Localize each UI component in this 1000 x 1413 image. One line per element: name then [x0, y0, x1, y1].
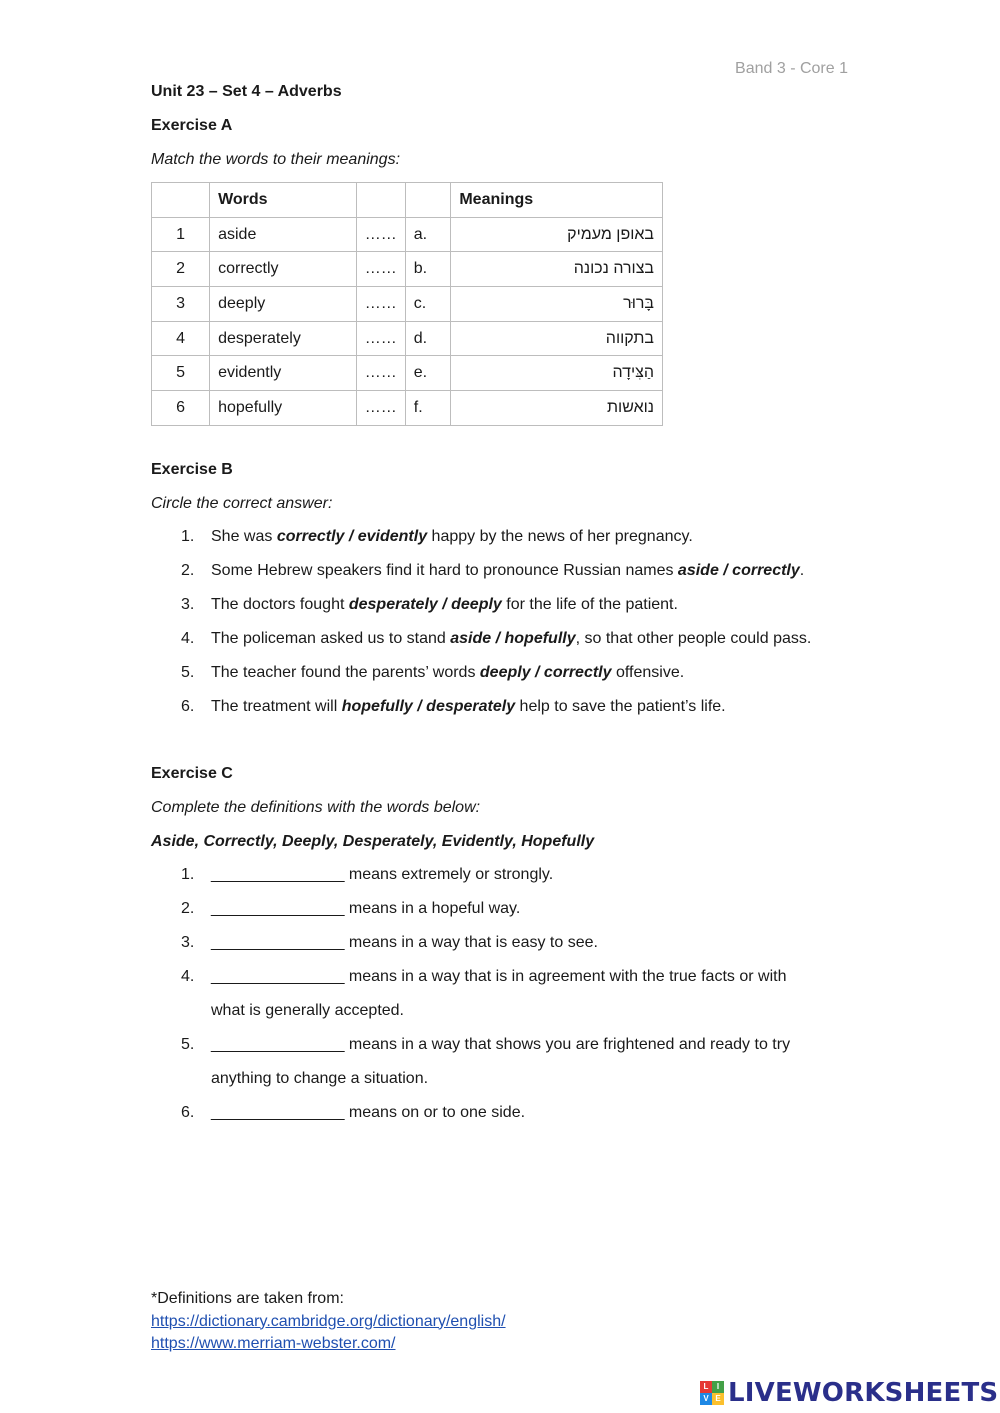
row-meaning: באופן מעמיק — [451, 217, 663, 252]
footer-note: *Definitions are taken from: — [151, 1290, 344, 1307]
blank-field[interactable]: _______________ — [211, 967, 345, 985]
matching-table — [151, 182, 663, 426]
item-text: She was — [211, 527, 277, 545]
item-number: 1. — [181, 865, 195, 883]
table-cell — [356, 183, 405, 218]
item-number: 6. — [181, 1103, 195, 1121]
row-number: 5 — [152, 356, 210, 391]
row-letter: c. — [405, 287, 451, 322]
answer-slot[interactable]: …… — [356, 356, 405, 391]
item-number: 5. — [181, 1035, 195, 1053]
row-number: 4 — [152, 321, 210, 356]
answer-choice[interactable]: hopefully / desperately — [341, 697, 516, 715]
worksheet — [151, 82, 851, 1130]
footer — [151, 1288, 506, 1356]
item-number: 4. — [181, 967, 195, 985]
list-item — [181, 690, 851, 724]
blank-field[interactable]: _______________ — [211, 899, 345, 917]
list-item — [181, 520, 851, 554]
item-text: means on or to one side. — [344, 1103, 526, 1121]
brand-name: LIVEWORKSHEETS — [728, 1378, 999, 1408]
row-letter: a. — [405, 217, 451, 252]
row-number: 6 — [152, 391, 210, 426]
item-text-continued: what is generally accepted. — [211, 1001, 404, 1019]
table-header-row — [152, 183, 663, 218]
row-meaning: הַצִּידָה — [451, 356, 663, 391]
logo-tile: E — [712, 1393, 724, 1405]
blank-field[interactable]: _______________ — [211, 1035, 345, 1053]
liveworksheets-brand — [700, 1378, 998, 1408]
row-meaning: בתקווה — [451, 321, 663, 356]
blank-field[interactable]: _______________ — [211, 1103, 345, 1121]
exercise-c-instruction: Complete the definitions with the words below: — [151, 798, 481, 816]
list-item — [181, 554, 851, 588]
table-row — [152, 391, 663, 426]
row-meaning: בָּרוּר — [451, 287, 663, 322]
list-item — [181, 656, 851, 690]
item-text: The policeman asked us to stand — [211, 629, 451, 647]
item-text: means in a way that shows you are frightened and ready to try — [344, 1035, 791, 1053]
liveworksheets-logo-icon — [700, 1381, 724, 1405]
item-text: , so that other people could pass. — [575, 629, 812, 647]
list-item — [181, 858, 851, 892]
exercise-b-heading: Exercise B — [151, 460, 233, 478]
item-text: happy by the news of her pregnancy. — [427, 527, 693, 545]
row-word: deeply — [210, 287, 357, 322]
answer-choice[interactable]: deeply / correctly — [479, 663, 612, 681]
table-row — [152, 287, 663, 322]
list-item — [181, 622, 851, 656]
row-letter: b. — [405, 252, 451, 287]
answer-slot[interactable]: …… — [356, 391, 405, 426]
cambridge-link[interactable]: https://dictionary.cambridge.org/dictionary/english/ — [151, 1312, 506, 1330]
item-text: means in a way that is easy to see. — [344, 933, 598, 951]
row-word: evidently — [210, 356, 357, 391]
table-row — [152, 252, 663, 287]
row-word: hopefully — [210, 391, 357, 426]
item-text-continued: anything to change a situation. — [211, 1069, 429, 1087]
column-header-words: Words — [210, 183, 357, 218]
row-number: 2 — [152, 252, 210, 287]
item-number: 2. — [181, 561, 195, 579]
exercise-a-heading: Exercise A — [151, 117, 233, 134]
answer-slot[interactable]: …… — [356, 287, 405, 322]
column-header-meanings: Meanings — [451, 183, 663, 218]
table-row — [152, 321, 663, 356]
exercise-b-list — [181, 520, 851, 724]
exercise-b-instruction: Circle the correct answer: — [151, 494, 333, 512]
answer-slot[interactable]: …… — [356, 321, 405, 356]
table-row — [152, 356, 663, 391]
row-word: aside — [210, 217, 357, 252]
row-number: 3 — [152, 287, 210, 322]
answer-choice[interactable]: correctly / evidently — [276, 527, 428, 545]
row-meaning: בצורה נכונה — [451, 252, 663, 287]
word-bank: Aside, Correctly, Deeply, Desperately, Evidently, Hopefully — [151, 832, 595, 850]
row-word: correctly — [210, 252, 357, 287]
item-text: for the life of the patient. — [501, 595, 678, 613]
item-text: means extremely or strongly. — [344, 865, 554, 883]
answer-slot[interactable]: …… — [356, 252, 405, 287]
table-cell — [405, 183, 451, 218]
item-number: 4. — [181, 629, 195, 647]
item-text: The treatment will — [211, 697, 342, 715]
list-item — [181, 960, 851, 1028]
logo-tile: L — [700, 1381, 712, 1393]
item-number: 3. — [181, 595, 195, 613]
answer-slot[interactable]: …… — [356, 217, 405, 252]
list-item — [181, 588, 851, 622]
page-title: Unit 23 – Set 4 – Adverbs — [151, 83, 342, 100]
row-letter: d. — [405, 321, 451, 356]
exercise-a-instruction: Match the words to their meanings: — [151, 151, 401, 168]
item-text: means in a hopeful way. — [344, 899, 521, 917]
table-row — [152, 217, 663, 252]
item-number: 2. — [181, 899, 195, 917]
item-text: offensive. — [611, 663, 685, 681]
blank-field[interactable]: _______________ — [211, 933, 345, 951]
logo-tile: I — [712, 1381, 724, 1393]
answer-choice[interactable]: desperately / deeply — [348, 595, 502, 613]
row-number: 1 — [152, 217, 210, 252]
item-number: 5. — [181, 663, 195, 681]
exercise-c-list — [181, 858, 851, 1130]
item-text: The doctors fought — [211, 595, 349, 613]
row-letter: e. — [405, 356, 451, 391]
row-letter: f. — [405, 391, 451, 426]
list-item — [181, 1096, 851, 1130]
row-meaning: נואשות — [451, 391, 663, 426]
exercise-c-heading: Exercise C — [151, 764, 233, 782]
item-number: 1. — [181, 527, 195, 545]
list-item — [181, 892, 851, 926]
page-label: Band 3 - Core 1 — [735, 60, 848, 77]
merriam-webster-link[interactable]: https://www.merriam-webster.com/ — [151, 1335, 396, 1352]
answer-choice[interactable]: aside / correctly — [677, 561, 800, 579]
answer-choice[interactable]: aside / hopefully — [450, 629, 576, 647]
list-item — [181, 1028, 851, 1096]
item-text: Some Hebrew speakers find it hard to pronounce Russian names — [211, 561, 678, 579]
item-text: . — [799, 561, 805, 579]
item-number: 6. — [181, 697, 195, 715]
table-cell — [152, 183, 210, 218]
row-word: desperately — [210, 321, 357, 356]
item-number: 3. — [181, 933, 195, 951]
item-text: The teacher found the parents’ words — [211, 663, 480, 681]
item-text: means in a way that is in agreement with the true facts or with — [344, 967, 787, 985]
logo-tile: V — [700, 1393, 712, 1405]
item-text: help to save the patient’s life. — [515, 697, 726, 715]
blank-field[interactable]: _______________ — [211, 865, 345, 883]
list-item — [181, 926, 851, 960]
